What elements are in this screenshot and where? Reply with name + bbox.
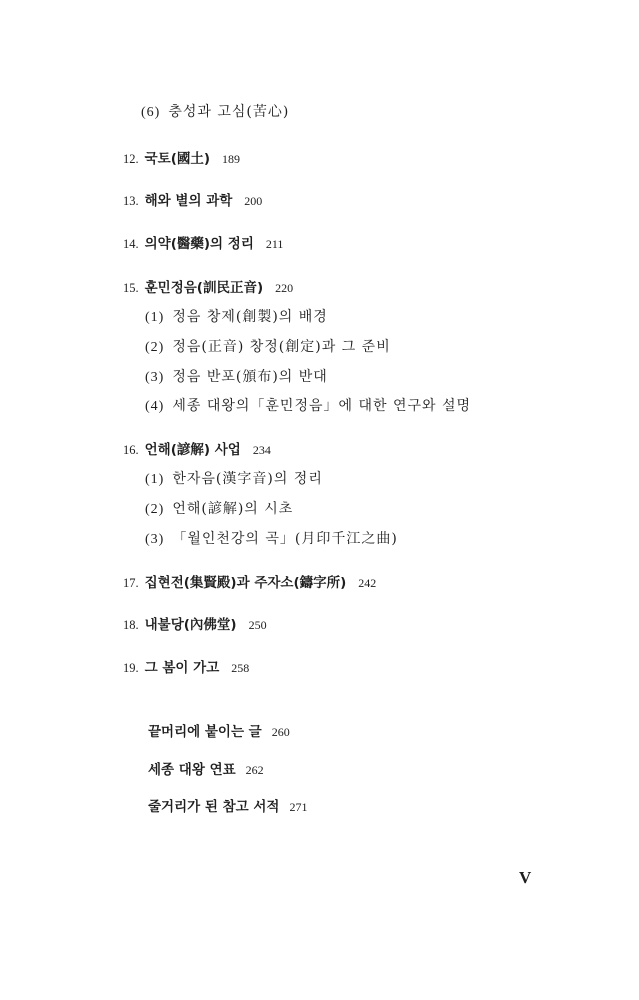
subitem-text: 언해(諺解)의 시초 [172, 501, 294, 517]
subitem-marker: (3) [145, 532, 165, 547]
appendix-page: 260 [271, 725, 290, 739]
toc-chapter [123, 192, 262, 210]
toc-chapter [123, 235, 283, 253]
chapter-page: 242 [358, 576, 377, 590]
chapter-page: 211 [265, 237, 284, 251]
subitem-text: 「월인천강의 곡」(月印千江之曲) [172, 531, 398, 547]
appendix-page: 262 [245, 763, 264, 777]
appendix-title: 줄거리가 된 참고 서적 [148, 799, 280, 815]
subitem-text: 정음 반포(頒布)의 반대 [172, 369, 328, 385]
toc-subitem [145, 397, 471, 416]
subitem-marker: (3) [145, 370, 165, 385]
subitem-text: 충성과 고심(苦心) [168, 104, 290, 120]
subitem-text: 세종 대왕의「훈민정음」에 대한 연구와 설명 [172, 398, 472, 414]
toc-subitem [145, 470, 323, 489]
toc-subitem [141, 103, 289, 122]
chapter-title: 언해(諺解) 사업 [144, 442, 241, 458]
toc-chapter [123, 441, 271, 459]
subitem-marker: (6) [141, 105, 161, 120]
chapter-title: 의약(醫藥)의 정리 [144, 236, 254, 252]
subitem-marker: (1) [145, 310, 165, 325]
subitem-text: 정음(正音) 창정(創定)과 그 준비 [172, 339, 391, 355]
toc-chapter [123, 279, 293, 297]
chapter-number: 15. [123, 281, 139, 295]
toc-chapter [123, 616, 267, 634]
chapter-title: 내불당(內佛堂) [144, 617, 237, 633]
toc-chapter [123, 150, 240, 168]
toc-appendix-item [148, 761, 264, 779]
chapter-page: 250 [248, 618, 267, 632]
subitem-marker: (2) [145, 502, 165, 517]
chapter-title: 집현전(集賢殿)과 주자소(鑄字所) [144, 575, 347, 591]
appendix-page: 271 [289, 800, 308, 814]
subitem-marker: (4) [145, 399, 165, 414]
chapter-page: 258 [231, 661, 250, 675]
chapter-title: 해와 별의 과학 [144, 193, 233, 209]
chapter-page: 200 [244, 194, 263, 208]
chapter-number: 18. [123, 618, 139, 632]
chapter-number: 16. [123, 443, 139, 457]
chapter-page: 234 [252, 443, 271, 457]
chapter-number: 19. [123, 661, 139, 675]
toc-appendix-item [148, 798, 307, 816]
chapter-number: 13. [123, 194, 139, 208]
toc-appendix-item [148, 723, 290, 741]
subitem-text: 정음 창제(創製)의 배경 [172, 309, 328, 325]
toc-chapter [123, 659, 249, 677]
chapter-number: 14. [123, 237, 139, 251]
chapter-number: 17. [123, 576, 139, 590]
chapter-title: 훈민정음(訓民正音) [144, 280, 264, 296]
appendix-title: 세종 대왕 연표 [148, 762, 236, 778]
chapter-number: 12. [123, 152, 139, 166]
toc-subitem [145, 308, 328, 327]
toc-subitem [145, 500, 293, 519]
appendix-title: 끝머리에 붙이는 글 [148, 724, 262, 740]
toc-chapter [123, 574, 376, 592]
toc-subitem [145, 338, 391, 357]
subitem-marker: (1) [145, 472, 165, 487]
chapter-page: 189 [222, 152, 241, 166]
subitem-marker: (2) [145, 340, 165, 355]
subitem-text: 한자음(漢字音)의 정리 [172, 471, 323, 487]
chapter-title: 국토(國土) [144, 151, 211, 167]
page-number: V [519, 868, 532, 887]
chapter-page: 220 [275, 281, 294, 295]
toc-subitem [145, 368, 328, 387]
chapter-title: 그 봄이 가고 [144, 660, 220, 676]
toc-subitem [145, 530, 398, 549]
